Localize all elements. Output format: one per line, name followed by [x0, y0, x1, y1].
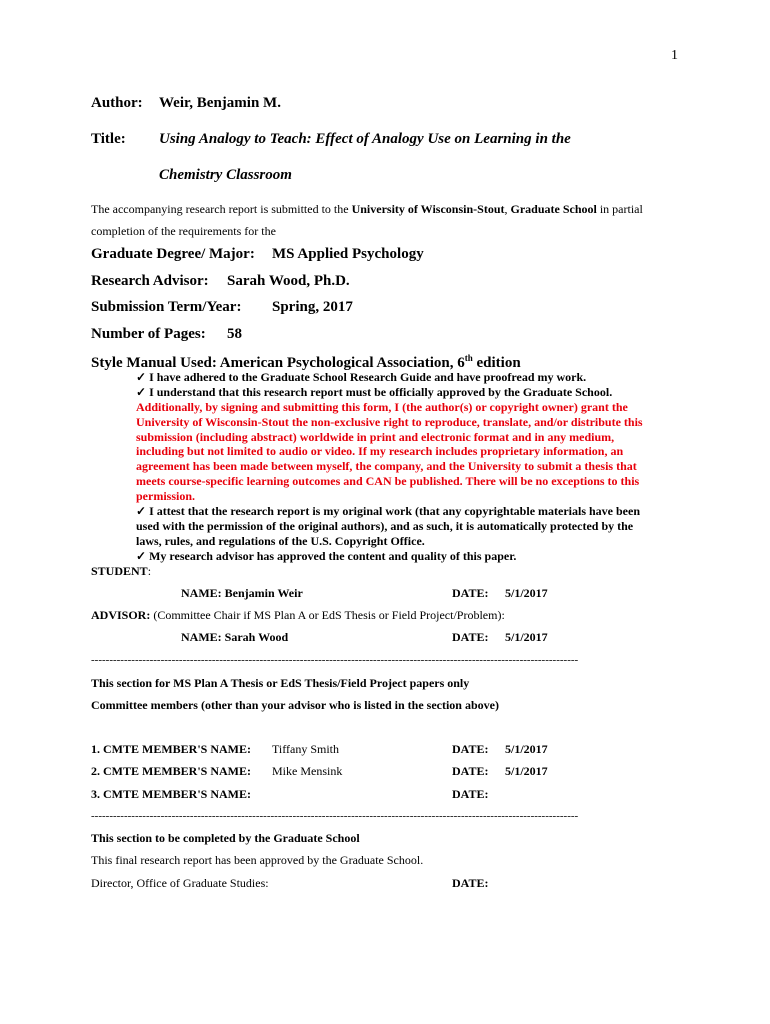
graduate-school-name: Graduate School: [510, 202, 597, 216]
check-item-3-line: used with the permission of the original authors), and as such, it is automatically protected by the: [136, 518, 634, 533]
committee-member-label: [91, 764, 251, 779]
check-item-1: [136, 370, 586, 385]
term-label: Submission Term/Year:: [91, 299, 242, 315]
author-label: Author:: [91, 95, 143, 111]
advisor-date: 5/1/2017: [505, 630, 548, 644]
title-label: Title:: [91, 131, 126, 147]
title-line1: Using Analogy to Teach: Effect of Analogy Use on Learning in the: [159, 131, 571, 147]
section-divider: -------------------------------------------------------------------------------------------------------------------------------------: [91, 810, 579, 822]
member-2-label: 2. CMTE MEMBER'S NAME:: [91, 764, 251, 778]
check-item-2-text: I understand that this research report must be officially approved by the Graduate School.: [149, 385, 613, 399]
member-3-label: 3. CMTE MEMBER'S NAME:: [91, 787, 251, 801]
committee-member-date-label: DATE:: [452, 787, 489, 801]
check-item-3-line: [136, 504, 640, 519]
committee-member-name: Mike Mensink: [272, 764, 343, 778]
check-item-4-text: My research advisor has approved the content and quality of this paper.: [149, 549, 517, 563]
degree-label: Graduate Degree/ Major:: [91, 246, 255, 262]
style-manual-label: Style Manual Used: American Psychological Association, 6: [91, 355, 465, 371]
degree-value: MS Applied Psychology: [272, 246, 424, 262]
copyright-line: including but not limited to audio or video. If my research includes proprietary information, an: [136, 444, 624, 459]
intro-line2: completion of the requirements for the: [91, 224, 276, 238]
copyright-line: agreement has been made between myself, the company, and the University to submit a thesis that: [136, 459, 637, 474]
director-date-label: DATE:: [452, 876, 489, 890]
copyright-line: submission (including abstract) worldwide in print and electronic format and in any medium,: [136, 429, 615, 444]
committee-member-label: [91, 742, 251, 757]
student-label: STUDENT: [91, 564, 148, 578]
advisor-name: NAME: Sarah Wood: [181, 630, 289, 644]
committee-member-name: Tiffany Smith: [272, 742, 340, 756]
check-item-2: [136, 385, 612, 400]
intro-text: The accompanying research report is submitted to the: [91, 202, 352, 216]
student-date-label: DATE:: [452, 586, 489, 600]
committee-heading: This section for MS Plan A Thesis or EdS Thesis/Field Project papers only: [91, 676, 470, 690]
checkmark-icon: ✓: [136, 370, 147, 384]
copyright-line: permission.: [136, 488, 196, 503]
copyright-line: Additionally, by signing and submitting this form, I (the author(s) or copyright owner) grant the: [136, 400, 628, 414]
director-label: Director, Office of Graduate Studies:: [91, 876, 269, 890]
checkmark-icon: ✓: [136, 549, 147, 563]
committee-member-date: 5/1/2017: [505, 764, 548, 778]
advisor-date-label: DATE:: [452, 630, 489, 644]
committee-member-date-label: DATE:: [452, 742, 489, 756]
graduate-school-heading: This section to be completed by the Graduate School: [91, 831, 360, 845]
student-colon: :: [147, 564, 152, 578]
advisor-label: ADVISOR:: [91, 608, 151, 622]
checkmark-icon: ✓: [136, 385, 147, 399]
pages-label: Number of Pages:: [91, 326, 206, 342]
committee-member-date-label: DATE:: [452, 764, 489, 778]
university-name: University of Wisconsin-Stout: [351, 202, 505, 216]
title-line2: Chemistry Classroom: [159, 167, 292, 183]
approval-statement: This final research report has been approved by the Graduate School.: [91, 853, 424, 867]
committee-member-label: [91, 787, 251, 802]
member-1-label: 1. CMTE MEMBER'S NAME:: [91, 742, 251, 756]
style-manual-suffix: edition: [472, 355, 521, 371]
pages-value: 58: [227, 326, 242, 342]
copyright-grant-text: [136, 400, 643, 504]
student-name: NAME: Benjamin Weir: [181, 586, 303, 600]
student-heading: [91, 564, 151, 579]
advisor-heading: [91, 608, 505, 623]
term-value: Spring, 2017: [272, 299, 353, 315]
check-item-3: [136, 504, 640, 548]
page-number: 1: [671, 48, 678, 63]
checkmark-icon: ✓: [136, 504, 147, 518]
research-advisor-label: Research Advisor:: [91, 273, 209, 289]
author-value: Weir, Benjamin M.: [159, 95, 281, 111]
committee-member-date: 5/1/2017: [505, 742, 548, 756]
style-manual-sup: th: [464, 353, 473, 363]
check-item-4: [136, 549, 516, 564]
intro-comma: ,: [504, 202, 511, 216]
copyright-line: meets course-specific learning outcomes and CAN be published. There will be no exceptions to this: [136, 473, 640, 488]
intro-line1: [91, 202, 643, 217]
section-divider: -------------------------------------------------------------------------------------------------------------------------------------: [91, 654, 579, 666]
check-item-1-text: I have adhered to the Graduate School Research Guide and have proofread my work.: [149, 370, 587, 384]
advisor-note: (Committee Chair if MS Plan A or EdS Thesis or Field Project/Problem):: [153, 608, 505, 622]
intro-text-end: in partial: [596, 202, 643, 216]
research-advisor-value: Sarah Wood, Ph.D.: [227, 273, 350, 289]
copyright-line: University of Wisconsin-Stout the non-exclusive right to reproduce, translate, and/or distribute this: [136, 414, 643, 429]
check-item-3-line: laws, rules, and regulations of the U.S. Copyright Office.: [136, 533, 425, 548]
student-date: 5/1/2017: [505, 586, 548, 600]
committee-subheading: Committee members (other than your advisor who is listed in the section above): [91, 698, 499, 712]
check-item-3-text: I attest that the research report is my original work (that any copyrightable materials have been: [149, 504, 641, 518]
